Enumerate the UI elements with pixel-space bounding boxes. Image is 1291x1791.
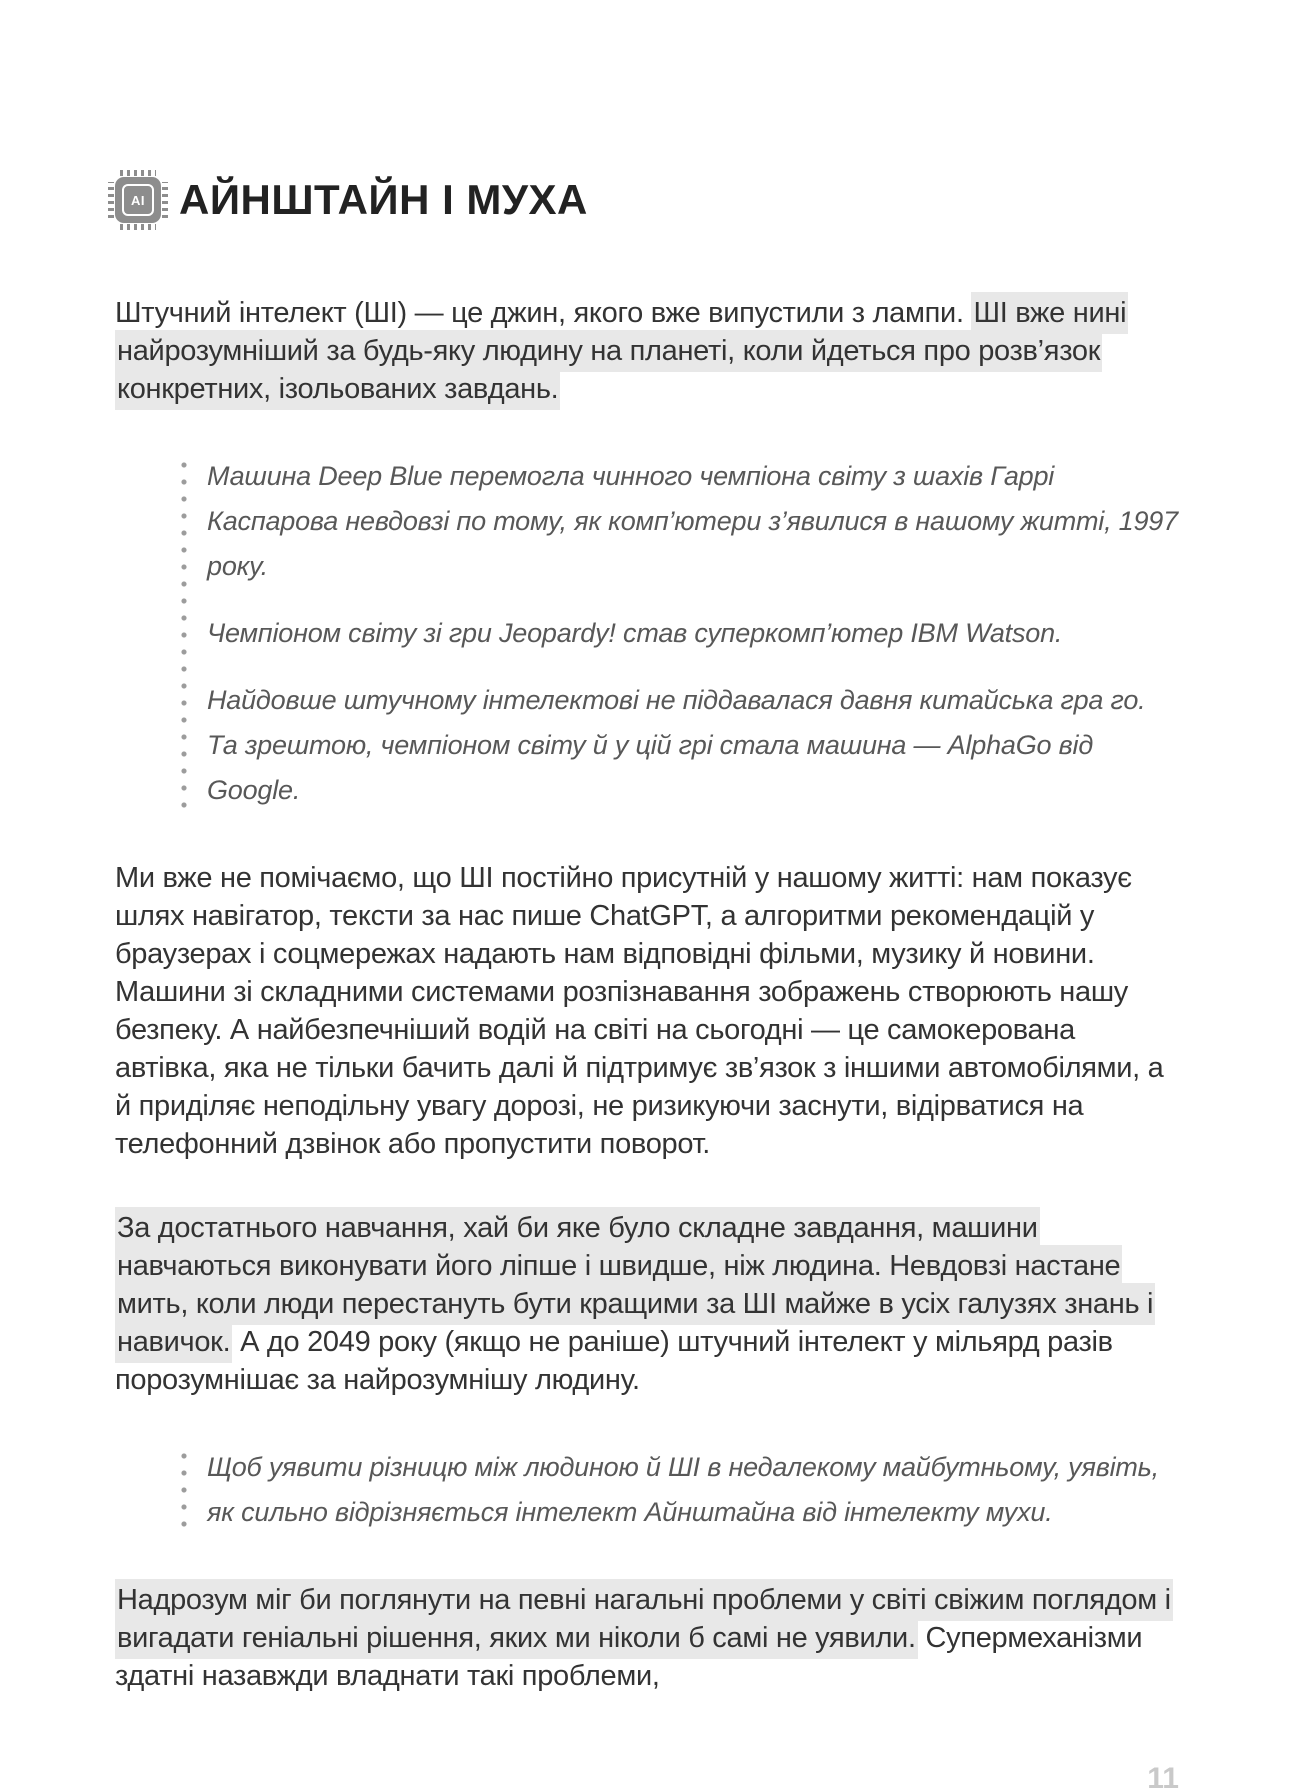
quote-paragraph: Машина Deep Blue перемогла чинного чемпіона світу з шахів Гаррі Каспарова невдовзі по тому, як комп’ютери з’явилися в нашому житті, 1997 року. xyxy=(207,461,1178,582)
highlighted-text: Надрозум міг би поглянути на певні нагальні проблеми у світі свіжим поглядом і вигадати геніальні рішення, яких ми ніколи б самі не уявили. xyxy=(115,1579,1173,1659)
body-paragraph xyxy=(115,859,1178,1163)
highlighted-text: За достатнього навчання, хай би яке було складне завдання, машини навчаються виконувати його ліпше і швидше, ніж людина. Невдовзі настане мить, коли люди перестануть бути кращими за ШІ майже в усіх галузях знань і навичок. xyxy=(115,1207,1155,1363)
dotted-rule xyxy=(181,462,187,809)
body-paragraph xyxy=(115,1209,1178,1399)
content-blocks xyxy=(115,294,1178,1695)
quote-block xyxy=(181,454,1178,813)
highlighted-text: ШІ вже нині найрозумніший за будь-яку людину на планеті, коли йдеться про розв’язок конкретних, ізольованих завдань. xyxy=(115,292,1128,410)
quote-block xyxy=(181,1445,1178,1535)
chapter-heading xyxy=(115,148,1178,252)
body-text: Ми вже не помічаємо, що ШІ постійно присутній у нашому житті: нам показує шлях навігатор, тексти за нас пише ChatGPT, а алгоритми рекомендацій у браузерах і соцмережах надають нам відповідні фільми, музику й новини. Машини зі складними системами розпізнавання зображень створюють нашу безпеку. А найбезпечніший водій на світі на сьогодні — це самокерована автівка, яка не тільки бачить далі й підтримує зв’язок з іншими автомобілями, а й приділяє неподільну увагу дорозі, не ризикуючи заснути, відірватися на телефонний дзвінок або пропустити поворот. xyxy=(115,862,1164,1161)
body-paragraph xyxy=(115,294,1178,408)
chip-pins-right xyxy=(162,182,168,218)
quote-paragraph: Щоб уявити різницю між людиною й ШІ в недалекому майбутньому, уявіть, як сильно відрізняється інтелект Айнштайна від інтелекту мухи. xyxy=(207,1452,1159,1528)
quote-paragraph: Найдовше штучному інтелектові не піддавалася давня китайська гра го. Та зрештою, чемпіоном світу й у цій грі стала машина — AlphaGo від Google. xyxy=(207,685,1146,806)
chapter-title: АЙНШТАЙН І МУХА xyxy=(179,176,588,224)
page-content xyxy=(115,148,1178,1741)
body-text: Штучний інтелект (ШІ) — це джин, якого вже випустили з лампи. xyxy=(115,297,972,330)
body-text: А до 2049 року (якщо не раніше) штучний інтелект у мільярд разів порозумнішає за найрозумнішу людину. xyxy=(115,1326,1113,1397)
ai-chip-label: AI xyxy=(122,184,154,216)
ai-chip-icon xyxy=(115,177,161,223)
body-paragraph xyxy=(115,1581,1178,1695)
dotted-rule xyxy=(181,1453,187,1531)
page-number: 11 xyxy=(1147,1762,1179,1791)
body-text: Супермеханізми здатні назавжди владнати такі проблеми, xyxy=(115,1622,1143,1693)
quote-paragraph: Чемпіоном світу зі гри Jeopardy! став суперкомп’ютер IBM Watson. xyxy=(207,618,1063,649)
chip-pins-left xyxy=(108,182,114,218)
